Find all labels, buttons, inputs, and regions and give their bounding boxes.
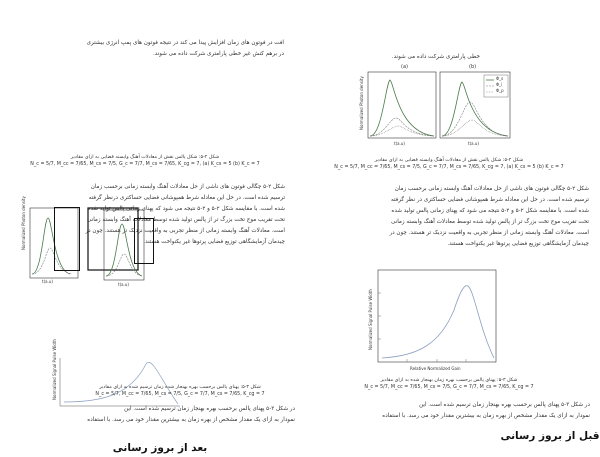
right-middle-paragraph bbox=[314, 184, 589, 250]
page-before-update bbox=[300, 0, 600, 457]
caption-text: شکل ۳-۵: پهنای پالس برحسب بهره بهنجار شده زمان ترسیم شده به ازای مقادیر bbox=[99, 385, 261, 390]
text-line: نمودار به ازای یک مقدار مشخص از بهره زمان به بیشترین مقدار خود می رسد. با استفاده bbox=[87, 417, 295, 423]
right-figure-caption-1 bbox=[300, 157, 598, 171]
right-plot-b-label: (b) bbox=[469, 64, 477, 70]
text-line: نمودار به ازای یک مقدار مشخص از بهره زمان به بیشترین مقدار خود می رسد. با استفاده bbox=[382, 413, 590, 419]
text-line: شکل ۲-۵ چگالی فوتون های ناشی از حل معادلات آهنگ وابسته زمانی برحسب زمان bbox=[394, 186, 589, 192]
left-pulse-width-plot bbox=[60, 358, 180, 406]
right-plot-a-xlabel: t(a.u) bbox=[394, 141, 405, 146]
left-bottom-paragraph bbox=[60, 404, 295, 426]
right-pulse-width-plot bbox=[378, 270, 496, 362]
left-pulse-width-ylabel: Normalized Signal Pulse Width bbox=[52, 339, 57, 400]
caption-text: شکل ۳-۵: پهنای پالس برحسب بهره زمان بهنجار شده به ازای مقادیر bbox=[380, 378, 518, 383]
caption-equation: N_c = 5/7, M_cc = 7/65, M_cs = 7/5, G_c = 7/7, M_cs = 7/65, K_cg = 7 bbox=[364, 385, 534, 390]
caption-equation: N_c = 5/7, M_cc = 7/65, M_cs = 7/5, G_c = 7/7, M_cs = 7/65, K_cg = 7 bbox=[95, 392, 265, 397]
right-pulse-width-ylabel: Normalized Signal Pulse Width bbox=[368, 289, 373, 350]
text-line: تحت تقریب موج تخت بزرگ تر از پالس تولید شده توسط معادلات آهنگ وابسته زمانی bbox=[86, 217, 285, 223]
legend-idler: Φ_i bbox=[496, 82, 503, 87]
left-plot-c-xlabel: t(a.u) bbox=[118, 282, 129, 287]
legend-pump: Φ_p bbox=[496, 88, 504, 93]
right-plot-b-xlabel: t(a.u) bbox=[468, 141, 479, 146]
text-line: شده است. با مقایسه شکل ۲-۵ و ۲-۵ نتیجه می شود که پهنای زمانی پالس تولید شده bbox=[87, 206, 285, 212]
left-overlay-box-2 bbox=[134, 218, 154, 264]
text-line: ترسیم شده است. در حل این معادله شرط همپوشانی فضایی حساکتری در نظر گرفته bbox=[390, 197, 589, 203]
caption-text: شکل ۲-۵: شکل پالس نقش از معادلات آهنگ وابسته فضایی به ازای مقادیر bbox=[374, 158, 524, 163]
right-plot-a-label: (a) bbox=[401, 64, 408, 70]
left-plot-a-xlabel: t(a.u) bbox=[42, 279, 53, 284]
text-line: است. معادلات آهنگ وابسته زمانی از منظر تجربی به واقعیت نزدیک تر هستند. چون در bbox=[85, 228, 285, 234]
left-figure-caption-2 bbox=[60, 384, 300, 398]
text-line: است. معادلات آهنگ وابسته زمانی از منظر تجربی به واقعیت نزدیک تر هستند. چون در bbox=[389, 230, 589, 236]
footer-before-update: قبل از بروز رسانی bbox=[500, 430, 600, 442]
text-line: تحت تقریب موج تخت بزرگ تر از پالس تولید شده توسط معادلات آهنگ وابسته زمانی bbox=[390, 219, 589, 225]
text-line: افت در فوتون های زمان افزایش پیدا می کند در نتیجه فوتون های پمپ انرژی بیشتری bbox=[86, 40, 284, 46]
text-line: چیدمان آزمایشگاهی توزیع فضایی پرتوها غیر یکنواخت هستند. bbox=[447, 241, 589, 247]
left-overlay-box-1 bbox=[54, 207, 80, 271]
text-line: خطی پارامتری شرکت داده می شوند. bbox=[391, 54, 480, 60]
left-top-paragraph bbox=[24, 38, 284, 60]
legend-signal: Φ_s bbox=[496, 76, 504, 81]
left-figure-caption-1 bbox=[0, 154, 290, 168]
text-line: ترسیم شده است. در حل این معادله شرط همپوشانی فضایی حساکتری درنظر گرفته bbox=[88, 195, 285, 201]
right-figure-caption-2 bbox=[300, 377, 598, 391]
footer-after-update: بعد از بروز رسانی bbox=[112, 442, 208, 454]
right-plot-a bbox=[368, 72, 436, 138]
text-line: چیدمان آزمایشگاهی توزیع فضایی پرتوها غیر یکنواخت هستند. bbox=[143, 239, 285, 245]
left-plot-a-ylabel: Normalized Photon density bbox=[21, 196, 26, 250]
right-bottom-paragraph bbox=[320, 400, 590, 422]
text-line: شکل ۲-۵ چگالی فوتون های ناشی از حل معادلات آهنگ وابسته زمانی برحسب زمان bbox=[90, 184, 285, 190]
caption-equation: N_c = 5/7, M_cc = 7/65, M_cs = 7/5, G_c = 7/7, M_cs = 7/65, K_cg = 7, (a) K_cs = 5 (b) K_c = 7 bbox=[30, 162, 260, 167]
right-top-paragraph bbox=[330, 52, 480, 63]
text-line: در شکل ۳-۵ پهنای پالس برحسب بهره بهنجار زمان ترسیم شده است. این bbox=[124, 406, 295, 412]
caption-text: شکل ۲-۵: شکل پالس نقش از معادلات آهنگ وابسته فضایی به ازای مقادیر bbox=[70, 155, 220, 160]
right-pulse-width-xlabel: Relative Normalized Gain bbox=[410, 366, 461, 371]
text-line: در برهم کنش غیر خطی پارامتری شرکت داده می شوند. bbox=[153, 51, 284, 57]
right-plot-a-ylabel: Normalized Photon density bbox=[359, 76, 364, 130]
text-line: شده است. با مقایسه شکل ۲-۵ و ۲-۵ نتیجه می شود که پهنای زمانی پالس تولید شده bbox=[391, 208, 589, 214]
text-line: در شکل ۳-۵ پهنای پالس برحسب بهره بهنجار زمان ترسیم شده است. این bbox=[419, 402, 590, 408]
caption-equation: N_c = 5/7, M_cc = 7/65, M_cs = 7/5, G_c = 7/7, M_cs = 7/65, K_cg = 7, (a) K_cs = 5 (b) K_c = 7 bbox=[334, 165, 564, 170]
